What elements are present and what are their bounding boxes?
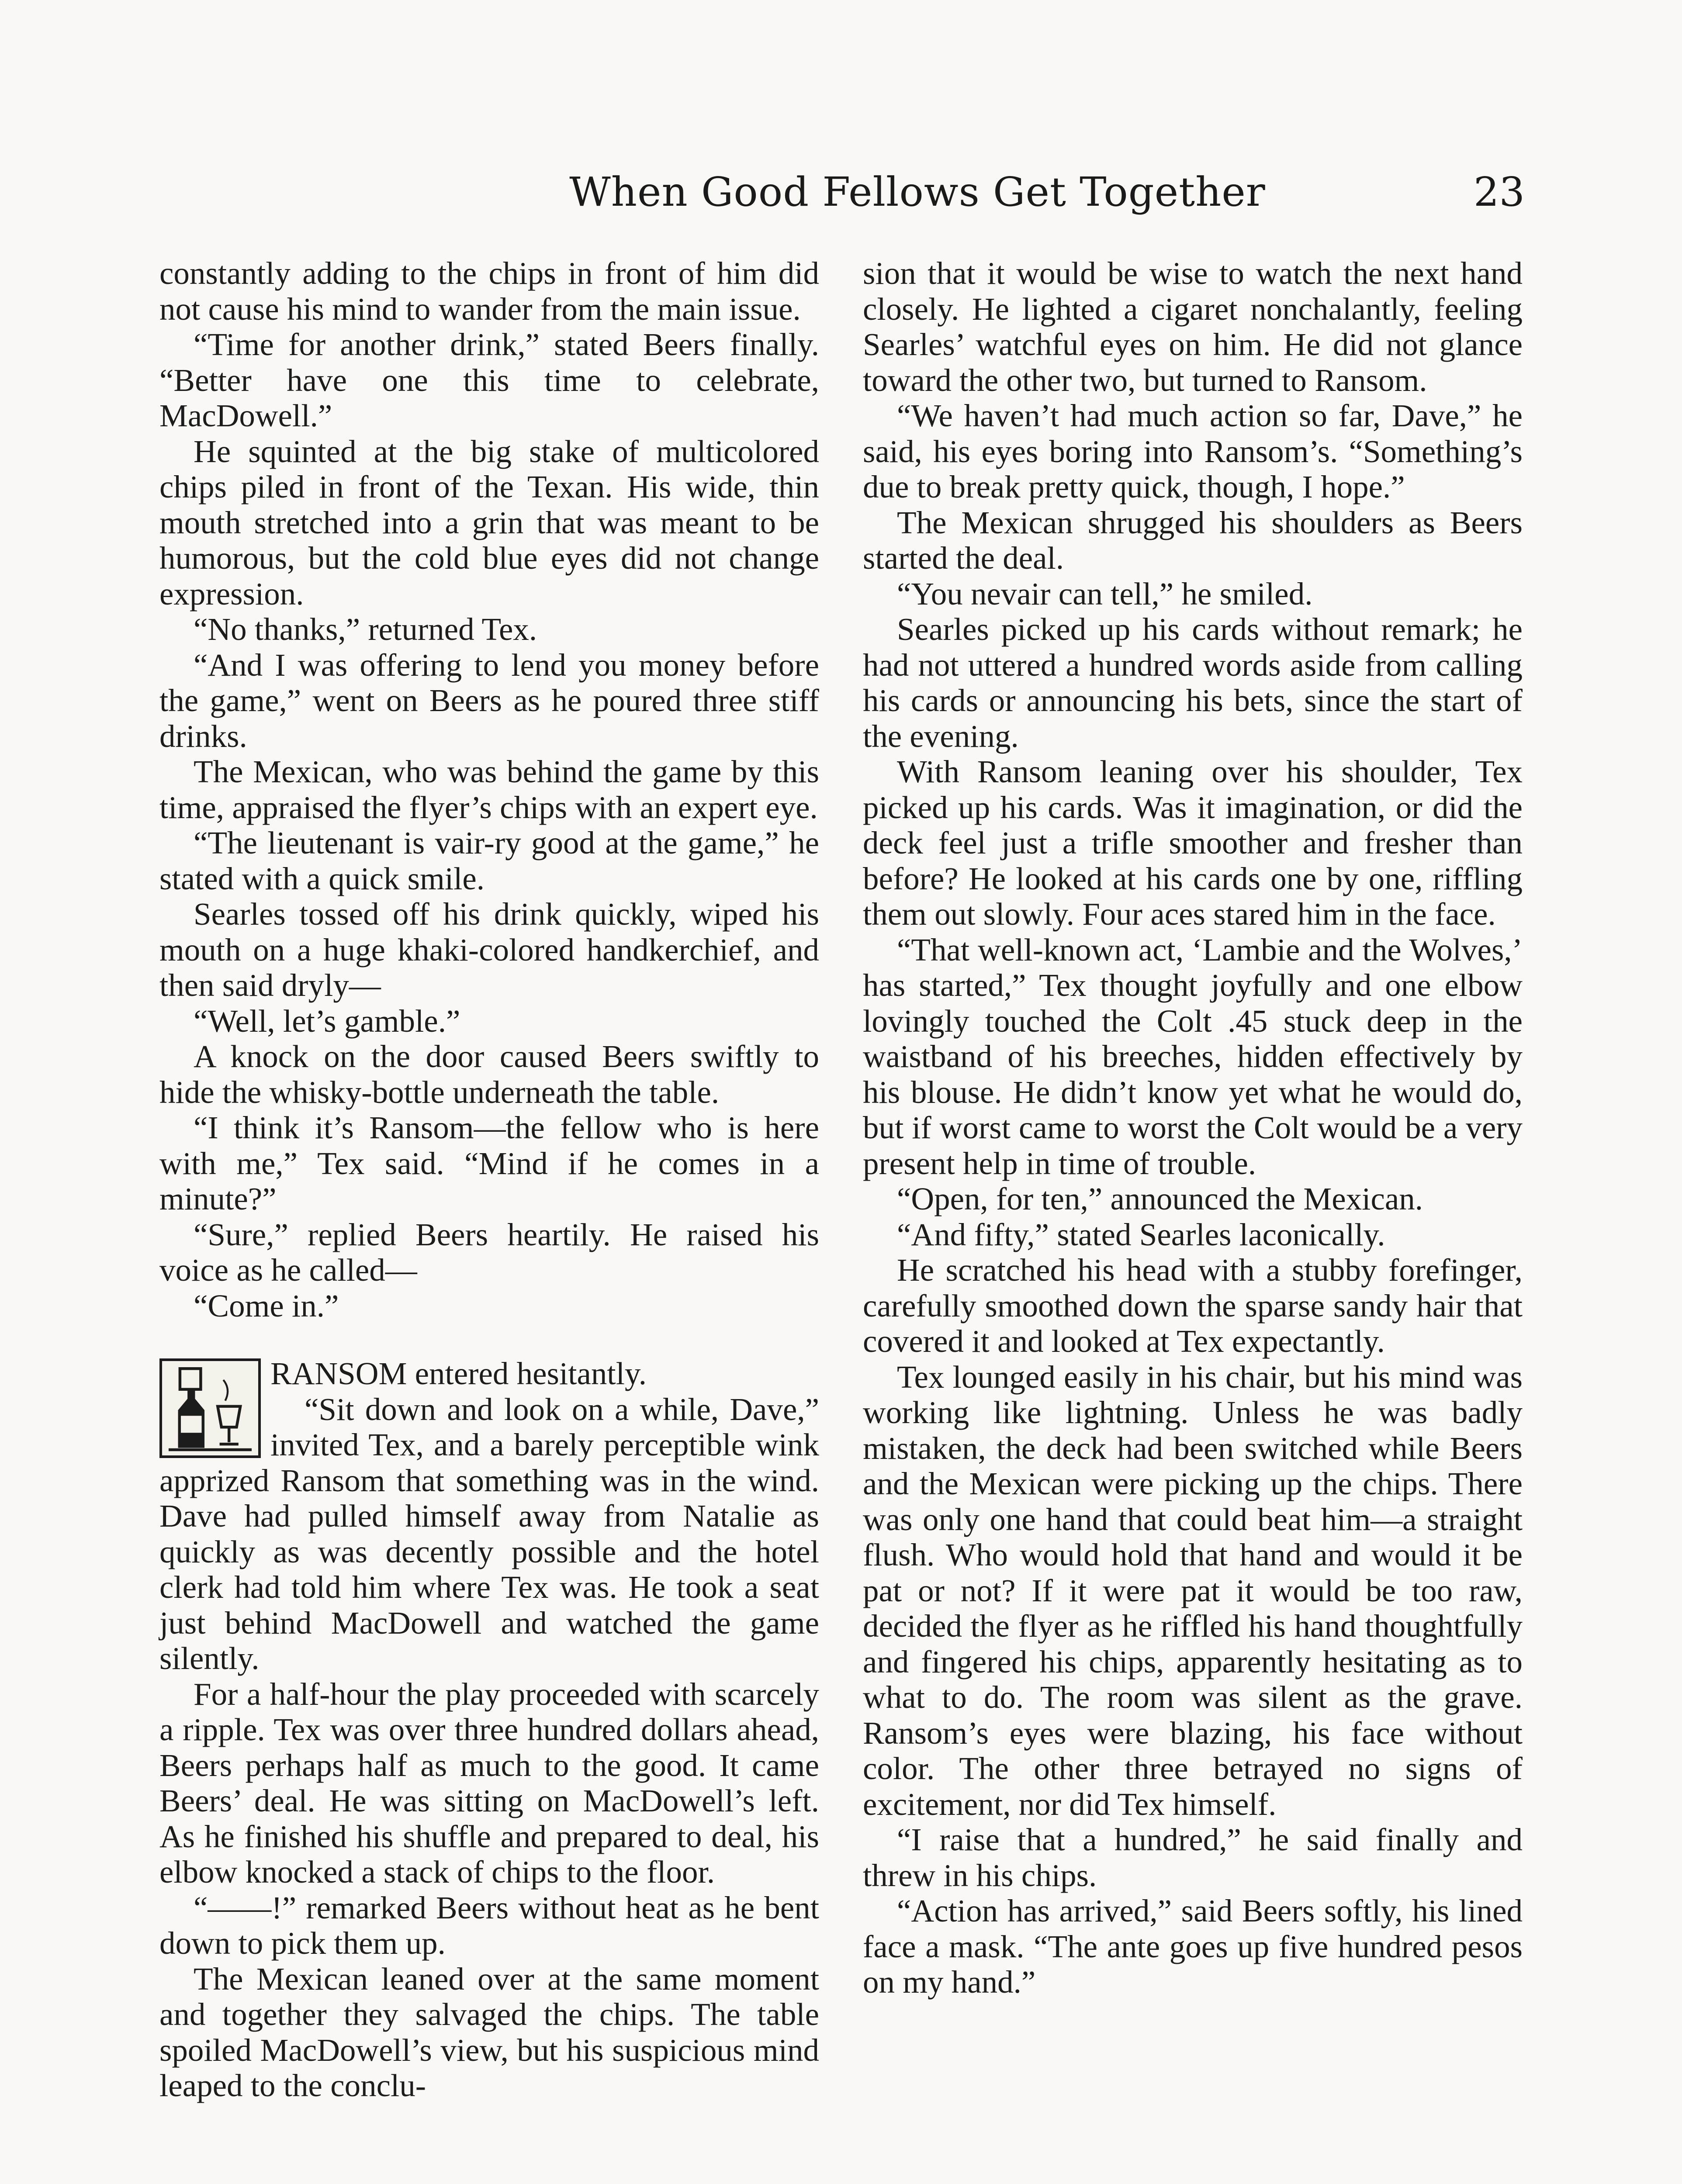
paragraph: Searles tossed off his drink quickly, wiped his mouth on a huge khaki-colored handkerchief, and then said dryly— (159, 896, 819, 1003)
paragraph: “And fifty,” stated Searles laconically. (897, 1216, 1385, 1252)
paragraph: “Come in.” (194, 1288, 339, 1324)
paragraph: “The lieutenant is vair-ry good at the game,” he stated with a quick smile. (159, 825, 819, 896)
page-header (0, 166, 1682, 218)
paragraph: “Action has arrived,” said Beers softly, his lined face a mask. “The ante goes up five hundred pesos on my hand.” (863, 1893, 1523, 2000)
paragraph: A knock on the door caused Beers swiftly to hide the whisky-bottle underneath the table. (159, 1039, 819, 1110)
paragraph: “No thanks,” returned Tex. (194, 612, 537, 647)
right-column (863, 256, 1523, 2000)
paragraph: “Open, for ten,” announced the Mexican. (897, 1181, 1423, 1216)
paragraph: He squinted at the big stake of multicolored chips piled in front of the Texan. His wide, thin mouth stretched into a grin that was meant to be humorous, but the cold blue eyes did not change expression. (159, 433, 819, 612)
paragraph: The Mexican, who was behind the game by this time, appraised the flyer’s chips with an expert eye. (159, 754, 819, 825)
paragraph: The Mexican leaned over at the same moment and together they salvaged the chips. The table spoiled MacDowell’s view, but his suspicious mind leaped to the conclu- (159, 1961, 819, 2103)
paragraph: “I raise that a hundred,” he said finally and threw in his chips. (863, 1822, 1523, 1893)
paragraph: “Sit down and look on a while, Dave,” invited Tex, and a barely perceptible wink apprized Ransom that something was in the wind. Dave had pulled himself away from Natalie as quickly as was decently possible and the hotel clerk had told him where Tex was. He took a seat just behind MacDowell and watched the game silently. (159, 1391, 819, 1676)
bottle-and-glass-icon (159, 1358, 261, 1458)
paragraph: Searles picked up his cards without remark; he had not uttered a hundred words aside from calling his cards or announcing his bets, since the start of the evening. (863, 612, 1523, 754)
paragraph: The Mexican shrugged his shoulders as Beers started the deal. (863, 505, 1523, 576)
left-column (159, 256, 819, 2104)
paragraph: “That well-known act, ‘Lambie and the Wolves,’ has started,” Tex thought joyfully and one elbow lovingly touched the Colt .45 stuck deep in the waistband of his breeches, hidden effectively by his blouse. He didn’t know yet what he would do, but if worst came to worst the Colt would be a very present help in time of trouble. (863, 932, 1523, 1181)
paragraph: “I think it’s Ransom—the fellow who is here with me,” Tex said. “Mind if he comes in a minute?” (159, 1110, 819, 1216)
paragraph: constantly adding to the chips in front of him did not cause his mind to wander from the main issue. (159, 256, 819, 327)
paragraph: “We haven’t had much action so far, Dave,” he said, his eyes boring into Ransom’s. “Something’s due to break pretty quick, though, I hope.” (863, 398, 1523, 505)
paragraph: “Sure,” replied Beers heartily. He raised his voice as he called— (159, 1216, 819, 1288)
paragraph: With Ransom leaning over his shoulder, Tex picked up his cards. Was it imagination, or did the deck feel just a trifle smoother and fresher than before? He looked at his cards one by one, riffling them out slowly. Four aces stared him in the face. (863, 754, 1523, 932)
paragraph: sion that it would be wise to watch the next hand closely. He lighted a cigaret nonchalantly, feeling Searles’ watchful eyes on him. He did not glance toward the other two, but turned to Ransom. (863, 256, 1523, 398)
paragraph: “You nevair can tell,” he smiled. (897, 576, 1313, 612)
paragraph: “Well, let’s gamble.” (194, 1003, 460, 1039)
page-title: When Good Fellows Get Together (569, 169, 1266, 215)
paragraph: “——!” remarked Beers without heat as he bent down to pick them up. (159, 1890, 819, 1961)
paragraph: Tex lounged easily in his chair, but his mind was working like lightning. Unless he was badly mistaken, the deck had been switched while Beers and the Mexican were picking up the chips. There was only one hand that could beat him—a straight flush. Who would hold that hand and would it be pat or not? If it were pat it would be too raw, decided the flyer as he riffled his hand thoughtfully and fingered his chips, apparently hesitating as to what to do. The room was silent as the grave. Ransom’s eyes were blazing, his face without color. The other three betrayed no signs of excitement, nor did Tex himself. (863, 1359, 1523, 1822)
dropcap-paragraph-first-line: RANSOM entered hesitantly. (270, 1356, 647, 1391)
page-number: 23 (1473, 169, 1525, 215)
paragraph: He scratched his head with a stubby forefinger, carefully smoothed down the sparse sandy hair that covered it and looked at Tex expectantly. (863, 1252, 1523, 1359)
paragraph: For a half-hour the play proceeded with scarcely a ripple. Tex was over three hundred dollars ahead, Beers perhaps half as much to the good. It came Beers’ deal. He was sitting on MacDowell’s left. As he finished his shuffle and prepared to deal, his elbow knocked a stack of chips to the floor. (159, 1676, 819, 1890)
paragraph: “And I was offering to lend you money before the game,” went on Beers as he poured three stiff drinks. (159, 647, 819, 754)
section-start (159, 1356, 819, 1676)
paragraph: “Time for another drink,” stated Beers finally. “Better have one this time to celebrate, MacDowell.” (159, 327, 819, 433)
